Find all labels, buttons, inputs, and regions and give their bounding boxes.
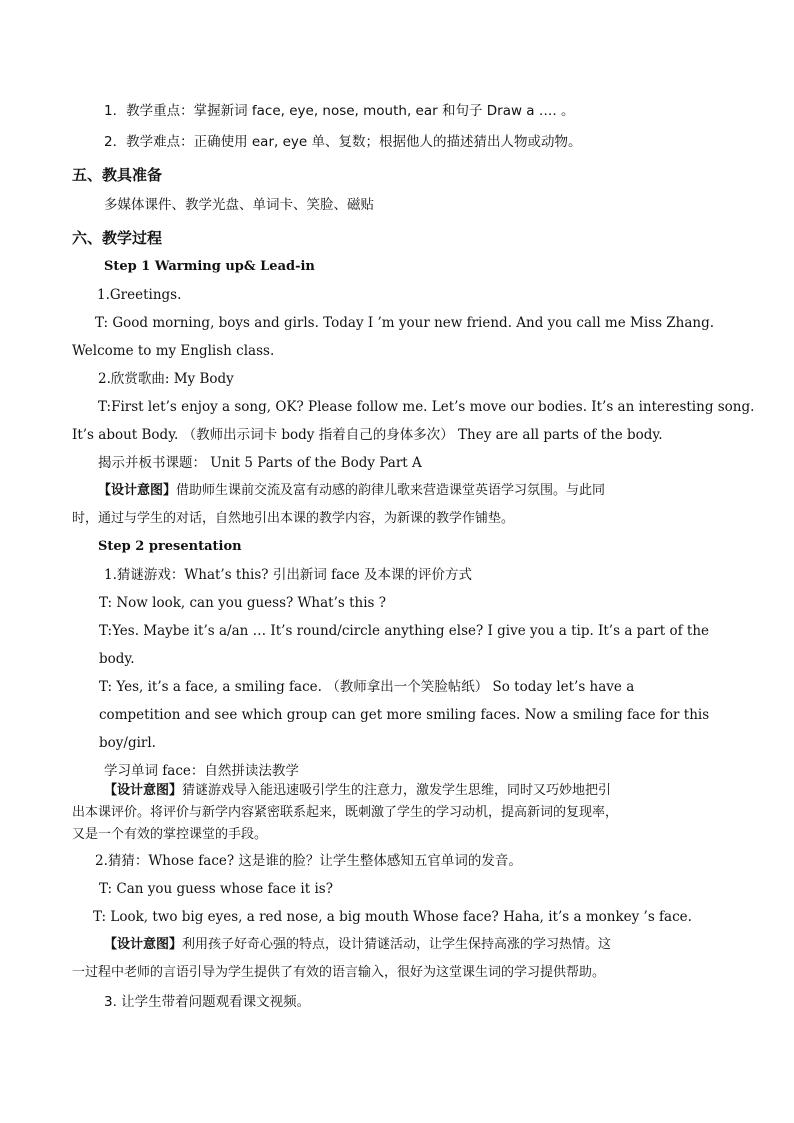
step1-heading: Step 1 Warming up& Lead-in: [104, 259, 315, 274]
section-heading-process: 六、教学过程: [72, 229, 163, 247]
section-heading-materials: 五、教具准备: [72, 166, 163, 184]
design-intent-3-line-2: 一过程中老师的言语引导为学生提供了有效的语言输入，很好为这堂课生词的学习提供帮助。: [72, 965, 606, 980]
design-intent-text: 借助师生课前交流及富有动感的韵律儿歌来营造课堂英语学习氛围。与此同: [176, 483, 606, 498]
song-instruction-line-2: It’s about Body. （教师出示词卡 body 指着自己的身体多次） They are all parts of the body.: [72, 427, 663, 443]
riddle-hint-line-2: body.: [99, 651, 135, 667]
teaching-focus-line: 1．教学重点：掌握新词 face, eye, nose, mouth, ear 和句子 Draw a …. 。: [104, 103, 575, 119]
greetings-line: 1.Greetings.: [97, 287, 182, 303]
competition-line: competition and see which group can get more smiling faces. Now a smiling face for this: [99, 707, 710, 723]
design-intent-tag: 【设计意图】: [104, 937, 183, 952]
guess-question-line: T: Can you guess whose face it is?: [99, 881, 333, 897]
design-intent-tag: 【设计意图】: [104, 783, 183, 798]
design-intent-tag: 【设计意图】: [98, 483, 177, 498]
design-intent-text: 猜谜游戏导入能迅速吸引学生的注意力，激发学生思维，同时又巧妙地把引: [182, 783, 612, 798]
teacher-greeting-line-2: Welcome to my English class.: [72, 343, 275, 359]
design-intent-1-line-2: 时，通过与学生的对话，自然地引出本课的教学内容，为新课的教学作铺垫。: [72, 511, 515, 526]
design-intent-text: 利用孩子好奇心强的特点，设计猜谜活动，让学生保持高涨的学习热情。这: [182, 937, 612, 952]
guess-face-line: 2.猜猜：Whose face? 这是谁的脸？让学生整体感知五官单词的发音。: [95, 853, 522, 869]
topic-line: 揭示并板书课题： Unit 5 Parts of the Body Part A: [98, 455, 422, 471]
design-intent-3-line-1: [104, 935, 611, 955]
riddle-hint-line: T:Yes. Maybe it’s a/an … It’s round/circle anything else? I give you a tip. It’s a part of the: [99, 623, 710, 639]
teaching-difficulty-line: 2．教学难点：正确使用 ear, eye 单、复数；根据他人的描述猜出人物或动物。: [104, 134, 582, 150]
smiling-face-line: T: Yes, it’s a face, a smiling face. （教师拿出一个笑脸帖纸） So today let’s have a: [99, 679, 635, 695]
riddle-game-line: 1.猜谜游戏：What’s this? 引出新词 face 及本课的评价方式: [104, 567, 473, 583]
design-intent-2-line-3: 又是一个有效的掌控课堂的手段。: [72, 827, 268, 842]
teacher-greeting-line: T: Good morning, boys and girls. Today I ’m your new friend. And you call me Miss Zhang.: [95, 315, 715, 331]
video-line: 3. 让学生带着问题观看课文视频。: [104, 994, 311, 1010]
song-instruction-line: T:First let’s enjoy a song, OK? Please follow me. Let’s move our bodies. It’s an interesting song.: [98, 399, 755, 415]
design-intent-1-line-1: [98, 481, 605, 501]
learn-word-line: 学习单词 face：自然拼读法教学: [104, 763, 299, 779]
song-line: 2.欣赏歌曲: My Body: [98, 371, 234, 387]
design-intent-2-line-2: 出本课评价。将评价与新学内容紧密联系起来，既刺激了学生的学习动机，提高新词的复现率，: [72, 805, 619, 820]
step2-heading: Step 2 presentation: [98, 539, 242, 554]
riddle-question-line: T: Now look, can you guess? What’s this ?: [99, 595, 386, 611]
monkey-face-line: T: Look, two big eyes, a red nose, a big mouth Whose face? Haha, it’s a monkey ’s face.: [93, 909, 692, 925]
design-intent-2-line-1: [104, 781, 611, 801]
competition-line-2: boy/girl.: [99, 735, 156, 751]
materials-list: 多媒体课件、教学光盘、单词卡、笑脸、磁贴: [104, 197, 374, 213]
